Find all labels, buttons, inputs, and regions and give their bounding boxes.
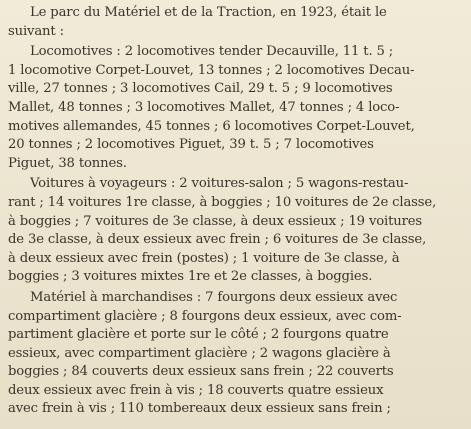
text-line: deux essieux avec frein à vis ; 18 couverts quatre essieux: [8, 382, 384, 398]
text-line: 20 tonnes ; 2 locomotives Piguet, 39 t. 5 ; 7 locomotives: [8, 137, 374, 153]
text-line: Voitures à voyageurs : 2 voitures-salon ; 5 wagons-restau-: [30, 176, 409, 192]
passenger-cars-paragraph: [8, 175, 466, 287]
text-line: compartiment glacière ; 8 fourgons deux essieux, avec com-: [8, 308, 402, 324]
text-line: Mallet, 48 tonnes ; 3 locomotives Mallet, 47 tonnes ; 4 loco-: [8, 99, 400, 115]
text-line: suivant :: [8, 23, 64, 39]
text-line: 1 locomotive Corpet-Louvet, 13 tonnes ; 2 locomotives Decau-: [8, 62, 415, 78]
document-body: [8, 4, 466, 421]
text-line: ville, 27 tonnes ; 3 locomotives Cail, 29 t. 5 ; 9 locomotives: [8, 81, 393, 97]
locomotives-paragraph: [8, 43, 466, 173]
text-line: avec frein à vis ; 110 tombereaux deux essieux sans frein ;: [8, 401, 391, 417]
freight-paragraph: [8, 289, 466, 419]
text-line: motives allemandes, 45 tonnes ; 6 locomotives Corpet-Louvet,: [8, 118, 415, 134]
text-line: Locomotives : 2 locomotives tender Decauville, 11 t. 5 ;: [30, 44, 394, 60]
text-line: de 3e classe, à deux essieux avec frein ; 6 voitures de 3e classe,: [8, 232, 427, 248]
text-line: Le parc du Matériel et de la Traction, en 1923, était le: [30, 5, 387, 20]
intro-paragraph: [8, 4, 466, 41]
text-line: essieux, avec compartiment glacière ; 2 wagons glacière à: [8, 345, 391, 361]
text-line: boggies ; 84 couverts deux essieux sans frein ; 22 couverts: [8, 364, 394, 380]
text-line: à deux essieux avec frein (postes) ; 1 voiture de 3e classe, à: [8, 250, 400, 266]
text-line: rant ; 14 voitures 1re classe, à boggies ; 10 voitures de 2e classe,: [8, 194, 437, 210]
text-line: partiment glacière et porte sur le côté ; 2 fourgons quatre: [8, 327, 389, 343]
text-line: boggies ; 3 voitures mixtes 1re et 2e classes, à boggies.: [8, 269, 373, 285]
text-line: Piguet, 38 tonnes.: [8, 155, 127, 171]
text-line: à boggies ; 7 voitures de 3e classe, à deux essieux ; 19 voitures: [8, 213, 423, 229]
text-line: Matériel à marchandises : 7 fourgons deux essieux avec: [30, 289, 398, 305]
